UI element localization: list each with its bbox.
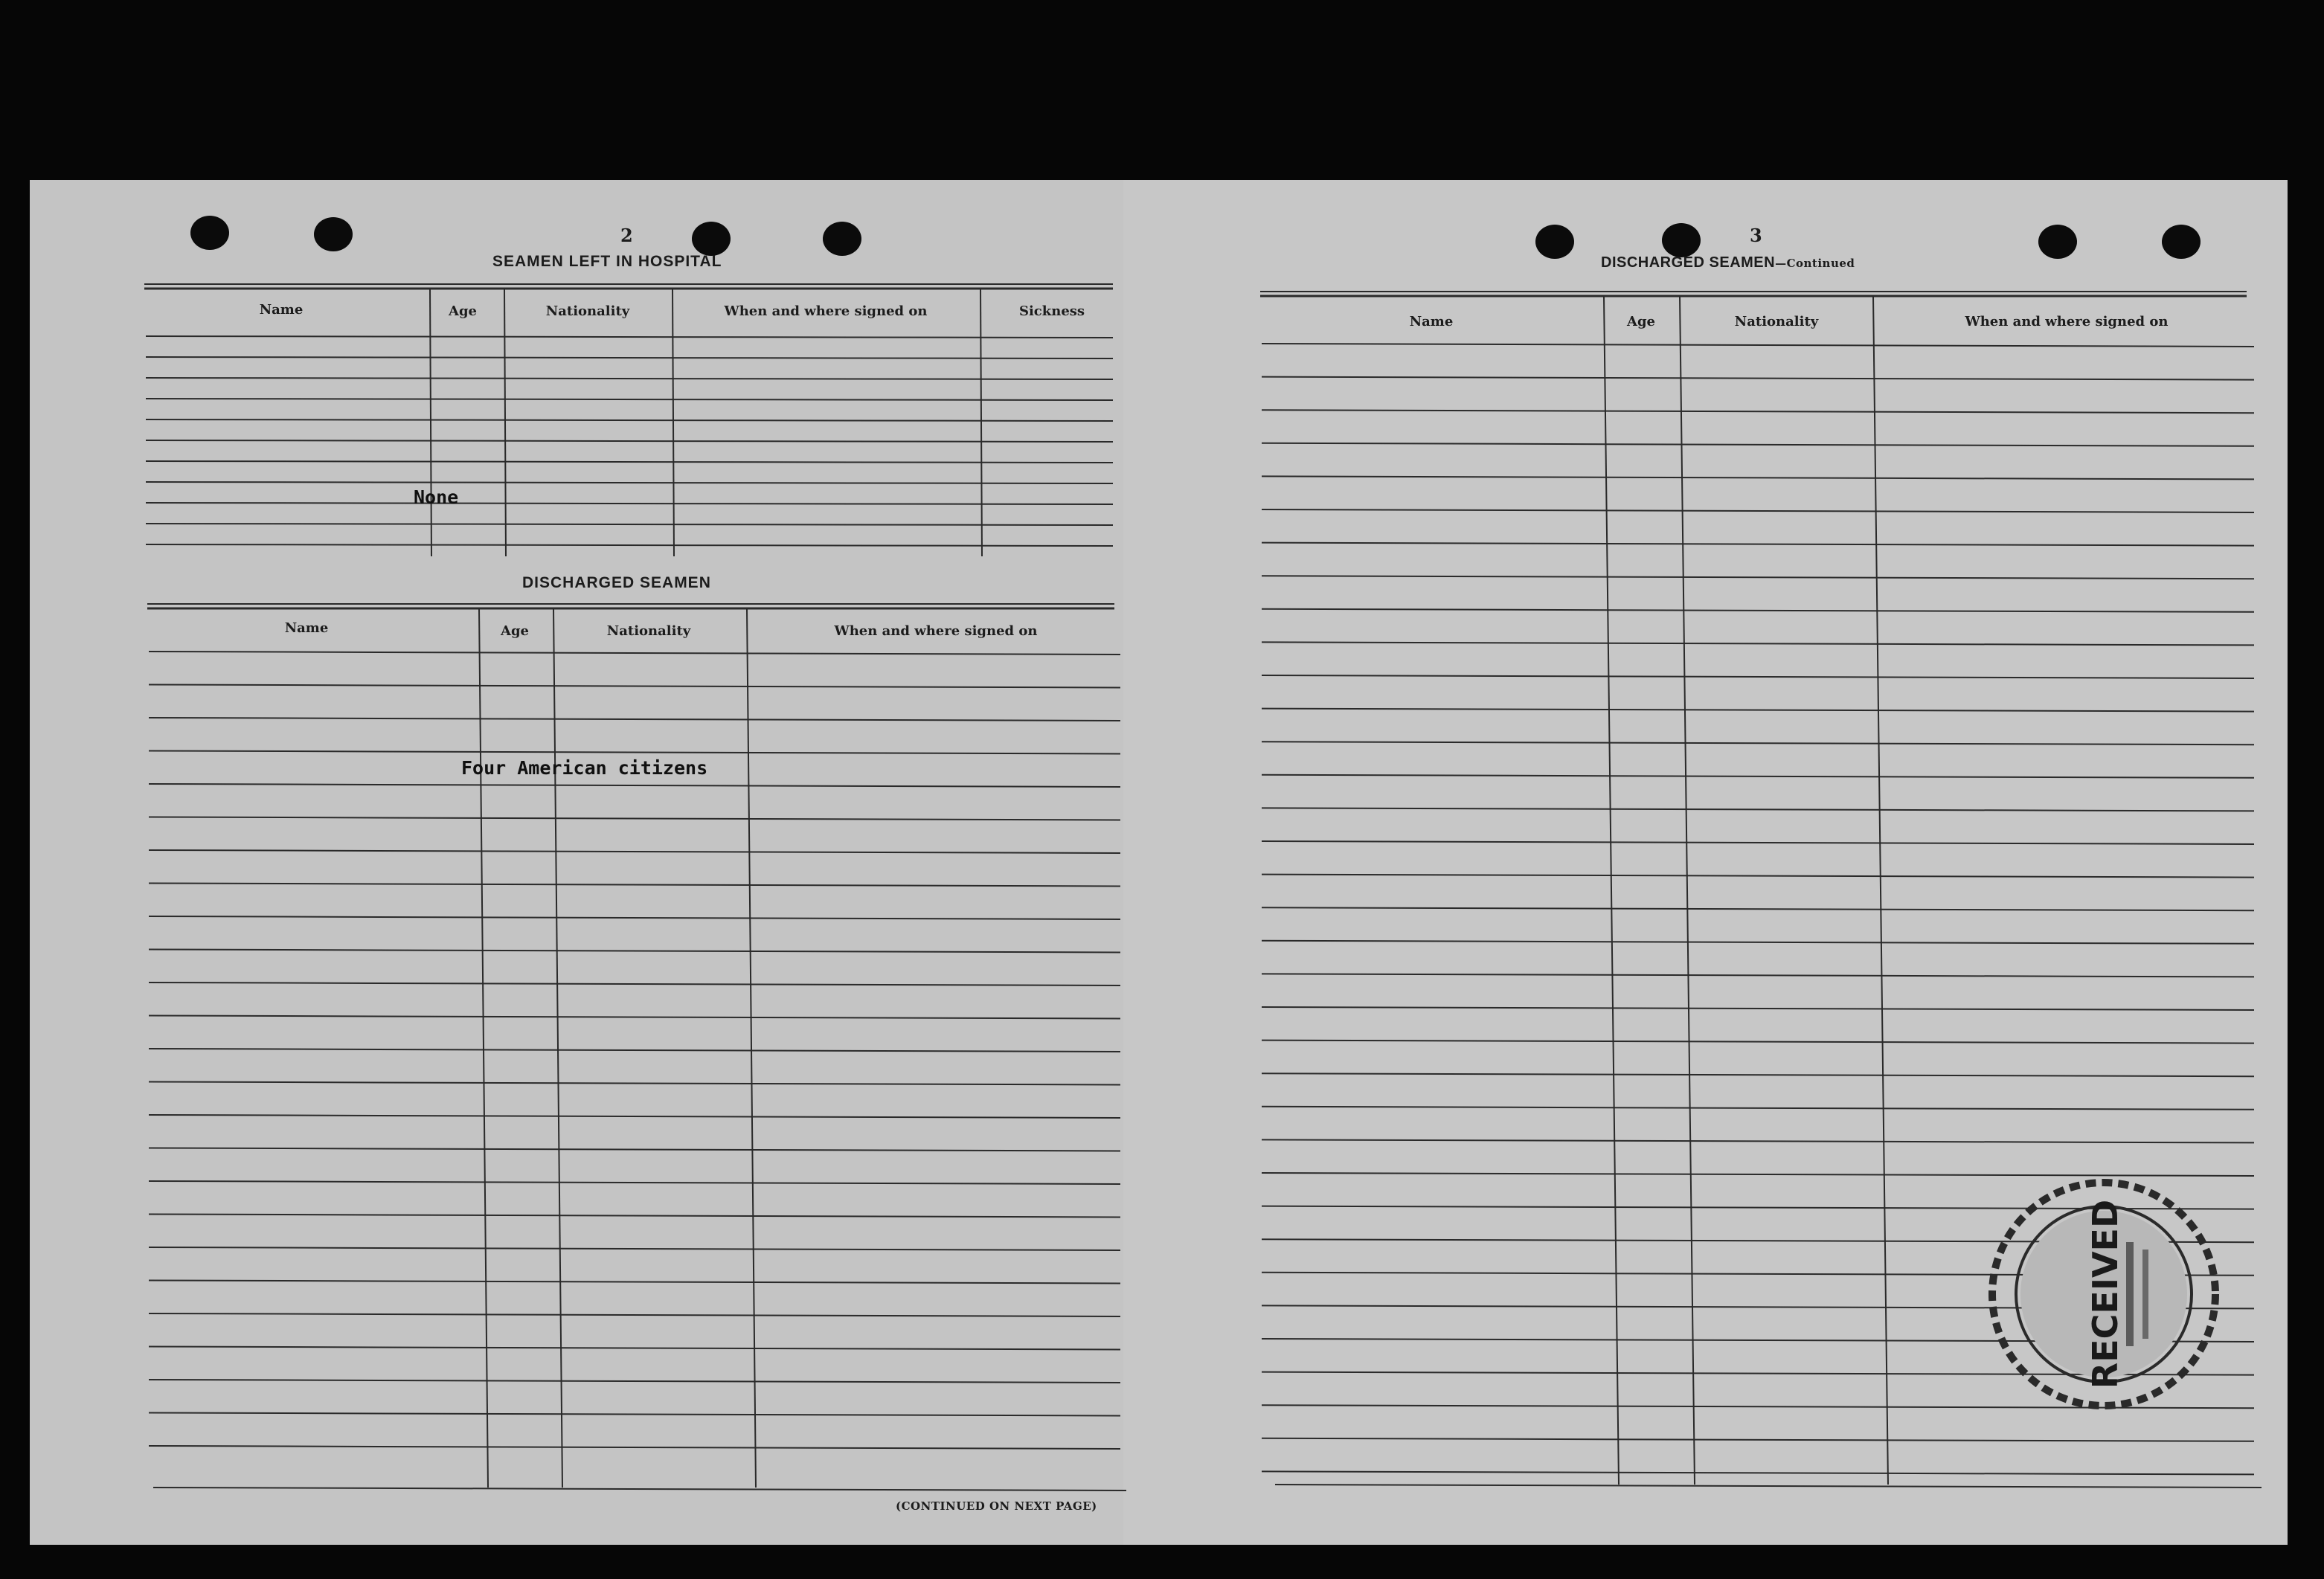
column-divider	[747, 608, 756, 1488]
discharged-col-nationality: Nationality	[606, 623, 691, 639]
ruled-row-line	[146, 524, 1113, 525]
column-divider	[504, 289, 506, 556]
ruled-row-line	[146, 378, 1113, 379]
table-bottom-rule	[1275, 1485, 2262, 1488]
ruled-row-line	[149, 950, 1120, 953]
ruled-row-line	[1262, 1007, 2254, 1010]
ruled-row-line	[1262, 941, 2254, 944]
ruled-row-line	[146, 482, 1113, 483]
ruled-row-line	[149, 652, 1120, 655]
right-page-number: 3	[1750, 225, 1762, 246]
ruled-row-line	[1262, 1139, 2254, 1142]
ruled-row-line	[1262, 1073, 2254, 1076]
right-col-age: Age	[1626, 314, 1656, 329]
ruled-row-line	[1262, 1438, 2254, 1441]
ruled-row-line	[149, 916, 1120, 919]
column-divider	[673, 289, 674, 556]
table-bottom-rule	[153, 1488, 1126, 1490]
column-divider	[1873, 296, 1888, 1485]
ruled-row-line	[149, 1049, 1120, 1052]
ruled-row-line	[1262, 1471, 2254, 1474]
column-divider	[479, 608, 488, 1488]
ruled-row-line	[149, 784, 1120, 787]
ruled-row-line	[149, 1016, 1120, 1019]
ruled-row-line	[1262, 709, 2254, 712]
ruled-row-line	[146, 461, 1113, 463]
stamp-label: RECEIVED	[2085, 1199, 2125, 1389]
ruled-row-line	[146, 419, 1113, 421]
discharged-col-signed-on: When and where signed on	[834, 623, 1038, 639]
hospital-col-signed-on: When and where signed on	[724, 303, 928, 319]
discharged-col-age: Age	[500, 623, 530, 639]
ruled-row-line	[1262, 1107, 2254, 1110]
ruled-row-line	[1262, 775, 2254, 778]
discharged-entry: Four American citizens	[461, 757, 708, 779]
ruled-row-line	[149, 1181, 1120, 1184]
ruled-row-line	[1262, 609, 2254, 612]
ruled-row-line	[1262, 675, 2254, 678]
ruled-row-line	[149, 1247, 1120, 1250]
ruled-row-line	[1262, 410, 2254, 413]
ruled-row-line	[146, 544, 1113, 546]
ruled-row-line	[149, 1413, 1120, 1416]
hospital-col-age: Age	[448, 303, 478, 319]
hospital-section-title: SEAMEN LEFT IN HOSPITAL	[492, 253, 722, 270]
column-divider	[553, 608, 562, 1488]
right-col-nationality: Nationality	[1734, 314, 1819, 329]
ruled-row-line	[146, 399, 1113, 400]
ruled-row-line	[1262, 974, 2254, 977]
ruled-row-line	[149, 1347, 1120, 1350]
ruled-row-line	[1262, 875, 2254, 878]
discharged-section-title: DISCHARGED SEAMEN	[522, 574, 711, 591]
column-divider	[430, 289, 431, 556]
ruled-row-line	[1262, 808, 2254, 811]
ruled-row-line	[149, 1380, 1120, 1383]
ruled-row-line	[1262, 907, 2254, 910]
ruled-row-line	[1262, 509, 2254, 512]
ruled-row-line	[149, 1281, 1120, 1284]
ruled-row-line	[146, 357, 1113, 358]
ruled-row-line	[146, 503, 1113, 504]
ruled-row-line	[146, 336, 1113, 338]
ruled-row-line	[149, 1215, 1120, 1218]
ruled-row-line	[149, 850, 1120, 853]
ruled-row-line	[149, 1115, 1120, 1118]
ruled-row-line	[149, 983, 1120, 985]
left-page-number: 2	[620, 225, 633, 246]
hospital-col-sickness: Sickness	[1018, 303, 1085, 319]
hospital-col-name: Name	[259, 302, 304, 318]
ruled-row-line	[1262, 443, 2254, 446]
ruled-row-line	[1262, 377, 2254, 380]
ruled-row-line	[1262, 576, 2254, 579]
ruled-row-line	[1262, 642, 2254, 645]
received-stamp	[1985, 1175, 2223, 1413]
ruled-row-line	[1262, 476, 2254, 479]
column-divider	[980, 289, 982, 556]
ruled-row-line	[1262, 344, 2254, 347]
hospital-col-nationality: Nationality	[545, 303, 630, 319]
discharged-col-name: Name	[284, 620, 329, 636]
continued-note: (CONTINUED ON NEXT PAGE)	[896, 1499, 1097, 1513]
hospital-entry: None	[414, 486, 459, 508]
ruled-row-line	[1262, 1041, 2254, 1043]
ruled-row-line	[149, 1148, 1120, 1151]
right-section-title-main: DISCHARGED SEAMEN	[1601, 254, 1776, 271]
right-col-signed-on: When and where signed on	[1965, 314, 2169, 329]
ruled-row-line	[149, 718, 1120, 721]
ruled-row-line	[149, 817, 1120, 820]
ruled-row-line	[149, 1313, 1120, 1316]
ruled-row-line	[149, 1082, 1120, 1085]
ruled-row-line	[149, 884, 1120, 887]
ruled-row-line	[149, 751, 1120, 754]
right-section-title-suffix: —Continued	[1775, 257, 1855, 270]
right-col-name: Name	[1409, 314, 1454, 329]
ruled-row-line	[146, 440, 1113, 442]
ruled-row-line	[149, 685, 1120, 688]
ruled-row-line	[1262, 742, 2254, 745]
ruled-row-line	[149, 1446, 1120, 1449]
ruled-row-line	[1262, 841, 2254, 844]
right-section-title	[1601, 254, 1855, 271]
ruled-row-line	[1262, 543, 2254, 546]
